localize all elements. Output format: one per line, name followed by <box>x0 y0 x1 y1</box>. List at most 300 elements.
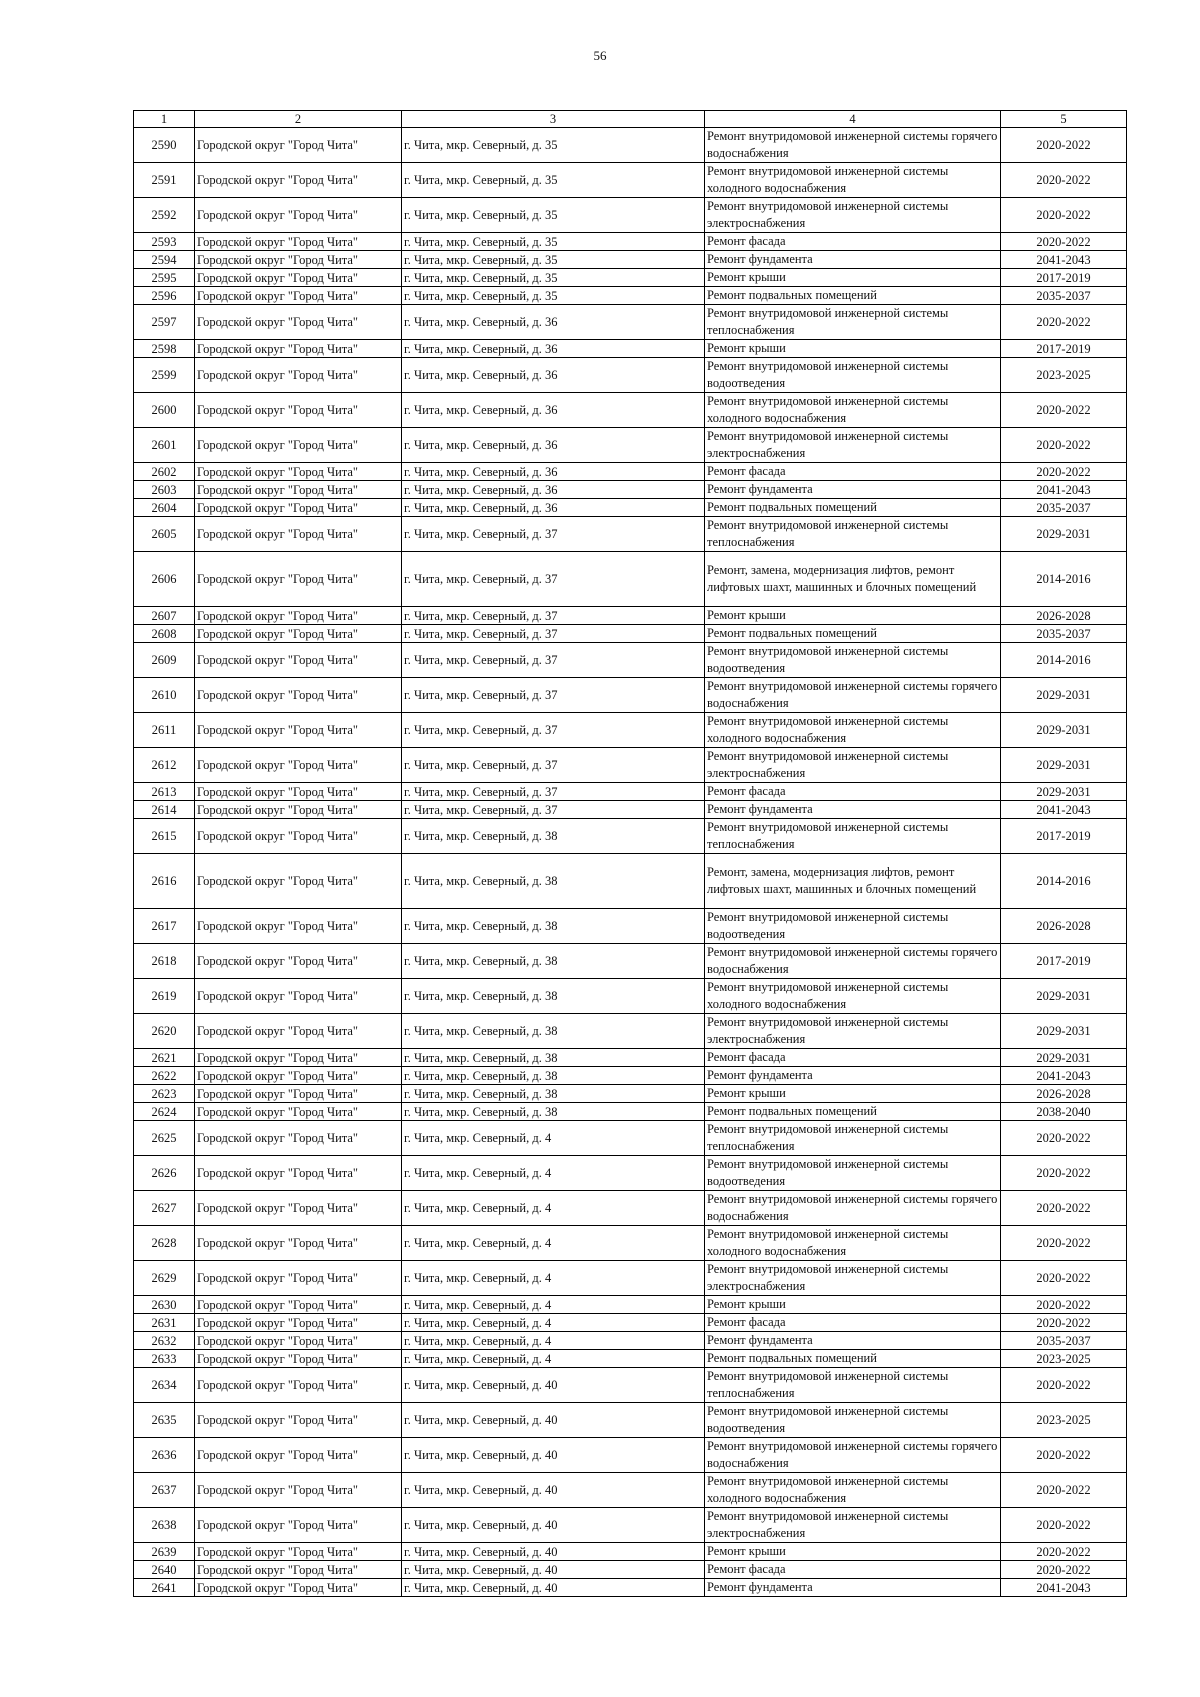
address-cell: г. Чита, мкр. Северный, д. 38 <box>402 1067 705 1085</box>
row-number-cell: 2637 <box>134 1473 195 1508</box>
address-cell: г. Чита, мкр. Северный, д. 35 <box>402 163 705 198</box>
row-number-cell: 2608 <box>134 625 195 643</box>
municipality-cell: Городской округ "Город Чита" <box>195 625 402 643</box>
address-cell: г. Чита, мкр. Северный, д. 40 <box>402 1561 705 1579</box>
work-type-cell: Ремонт фундамента <box>705 801 1001 819</box>
address-cell: г. Чита, мкр. Северный, д. 40 <box>402 1368 705 1403</box>
row-number-cell: 2602 <box>134 463 195 481</box>
address-cell: г. Чита, мкр. Северный, д. 4 <box>402 1332 705 1350</box>
address-cell: г. Чита, мкр. Северный, д. 37 <box>402 801 705 819</box>
municipality-cell: Городской округ "Город Чита" <box>195 1067 402 1085</box>
municipality-cell: Городской округ "Город Чита" <box>195 481 402 499</box>
period-cell: 2017-2019 <box>1001 944 1127 979</box>
address-cell: г. Чита, мкр. Северный, д. 36 <box>402 305 705 340</box>
period-cell: 2020-2022 <box>1001 1121 1127 1156</box>
row-number-cell: 2622 <box>134 1067 195 1085</box>
table-body <box>134 128 1127 1597</box>
work-type-cell: Ремонт внутридомовой инженерной системы холодного водоснабжения <box>705 393 1001 428</box>
row-number-cell: 2612 <box>134 748 195 783</box>
period-cell: 2020-2022 <box>1001 1296 1127 1314</box>
table-row <box>134 854 1127 909</box>
table-row <box>134 1296 1127 1314</box>
work-type-cell: Ремонт внутридомовой инженерной системы водоотведения <box>705 1403 1001 1438</box>
address-cell: г. Чита, мкр. Северный, д. 37 <box>402 748 705 783</box>
period-cell: 2020-2022 <box>1001 305 1127 340</box>
address-cell: г. Чита, мкр. Северный, д. 37 <box>402 783 705 801</box>
address-cell: г. Чита, мкр. Северный, д. 40 <box>402 1403 705 1438</box>
row-number-cell: 2600 <box>134 393 195 428</box>
row-number-cell: 2628 <box>134 1226 195 1261</box>
period-cell: 2023-2025 <box>1001 358 1127 393</box>
municipality-cell: Городской округ "Город Чита" <box>195 819 402 854</box>
table-row <box>134 1368 1127 1403</box>
address-cell: г. Чита, мкр. Северный, д. 4 <box>402 1350 705 1368</box>
municipality-cell: Городской округ "Город Чита" <box>195 1314 402 1332</box>
address-cell: г. Чита, мкр. Северный, д. 4 <box>402 1314 705 1332</box>
row-number-cell: 2617 <box>134 909 195 944</box>
table-row <box>134 607 1127 625</box>
municipality-cell: Городской округ "Город Чита" <box>195 393 402 428</box>
municipality-cell: Городской округ "Город Чита" <box>195 1350 402 1368</box>
repair-schedule-table <box>133 110 1127 1597</box>
address-cell: г. Чита, мкр. Северный, д. 4 <box>402 1226 705 1261</box>
municipality-cell: Городской округ "Город Чита" <box>195 340 402 358</box>
municipality-cell: Городской округ "Город Чита" <box>195 801 402 819</box>
period-cell: 2020-2022 <box>1001 1156 1127 1191</box>
municipality-cell: Городской округ "Город Чита" <box>195 1121 402 1156</box>
address-cell: г. Чита, мкр. Северный, д. 4 <box>402 1261 705 1296</box>
table-row <box>134 1121 1127 1156</box>
period-cell: 2014-2016 <box>1001 552 1127 607</box>
period-cell: 2020-2022 <box>1001 1438 1127 1473</box>
row-number-cell: 2611 <box>134 713 195 748</box>
table-row <box>134 1226 1127 1261</box>
municipality-cell: Городской округ "Город Чита" <box>195 643 402 678</box>
period-cell: 2029-2031 <box>1001 783 1127 801</box>
address-cell: г. Чита, мкр. Северный, д. 38 <box>402 1049 705 1067</box>
municipality-cell: Городской округ "Город Чита" <box>195 428 402 463</box>
period-cell: 2035-2037 <box>1001 287 1127 305</box>
row-number-cell: 2603 <box>134 481 195 499</box>
municipality-cell: Городской округ "Город Чита" <box>195 251 402 269</box>
table-row <box>134 287 1127 305</box>
municipality-cell: Городской округ "Город Чита" <box>195 1368 402 1403</box>
row-number-cell: 2619 <box>134 979 195 1014</box>
municipality-cell: Городской округ "Город Чита" <box>195 1508 402 1543</box>
address-cell: г. Чита, мкр. Северный, д. 40 <box>402 1543 705 1561</box>
work-type-cell: Ремонт внутридомовой инженерной системы водоотведения <box>705 358 1001 393</box>
work-type-cell: Ремонт внутридомовой инженерной системы электроснабжения <box>705 1508 1001 1543</box>
row-number-cell: 2604 <box>134 499 195 517</box>
period-cell: 2020-2022 <box>1001 128 1127 163</box>
period-cell: 2035-2037 <box>1001 499 1127 517</box>
table-row <box>134 1473 1127 1508</box>
work-type-cell: Ремонт крыши <box>705 1085 1001 1103</box>
row-number-cell: 2623 <box>134 1085 195 1103</box>
work-type-cell: Ремонт внутридомовой инженерной системы электроснабжения <box>705 1261 1001 1296</box>
row-number-cell: 2597 <box>134 305 195 340</box>
row-number-cell: 2627 <box>134 1191 195 1226</box>
work-type-cell: Ремонт фундамента <box>705 1067 1001 1085</box>
row-number-cell: 2615 <box>134 819 195 854</box>
row-number-cell: 2592 <box>134 198 195 233</box>
work-type-cell: Ремонт фундамента <box>705 1579 1001 1597</box>
municipality-cell: Городской округ "Город Чита" <box>195 233 402 251</box>
work-type-cell: Ремонт фасада <box>705 783 1001 801</box>
table-row <box>134 1014 1127 1049</box>
row-number-cell: 2593 <box>134 233 195 251</box>
work-type-cell: Ремонт внутридомовой инженерной системы электроснабжения <box>705 428 1001 463</box>
work-type-cell: Ремонт фасада <box>705 233 1001 251</box>
municipality-cell: Городской округ "Город Чита" <box>195 1261 402 1296</box>
table-row <box>134 1508 1127 1543</box>
work-type-cell: Ремонт фундамента <box>705 481 1001 499</box>
period-cell: 2017-2019 <box>1001 269 1127 287</box>
table-row <box>134 1350 1127 1368</box>
column-header-5: 5 <box>1001 111 1127 128</box>
table-row <box>134 625 1127 643</box>
period-cell: 2035-2037 <box>1001 1332 1127 1350</box>
period-cell: 2020-2022 <box>1001 1473 1127 1508</box>
address-cell: г. Чита, мкр. Северный, д. 37 <box>402 607 705 625</box>
work-type-cell: Ремонт внутридомовой инженерной системы теплоснабжения <box>705 1121 1001 1156</box>
work-type-cell: Ремонт внутридомовой инженерной системы электроснабжения <box>705 1014 1001 1049</box>
municipality-cell: Городской округ "Город Чита" <box>195 128 402 163</box>
municipality-cell: Городской округ "Город Чита" <box>195 1085 402 1103</box>
work-type-cell: Ремонт внутридомовой инженерной системы теплоснабжения <box>705 819 1001 854</box>
work-type-cell: Ремонт внутридомовой инженерной системы холодного водоснабжения <box>705 163 1001 198</box>
period-cell: 2020-2022 <box>1001 233 1127 251</box>
municipality-cell: Городской округ "Город Чита" <box>195 748 402 783</box>
period-cell: 2014-2016 <box>1001 854 1127 909</box>
row-number-cell: 2636 <box>134 1438 195 1473</box>
period-cell: 2020-2022 <box>1001 428 1127 463</box>
municipality-cell: Городской округ "Город Чита" <box>195 713 402 748</box>
row-number-cell: 2609 <box>134 643 195 678</box>
column-header-2: 2 <box>195 111 402 128</box>
period-cell: 2029-2031 <box>1001 713 1127 748</box>
table-row <box>134 1067 1127 1085</box>
municipality-cell: Городской округ "Город Чита" <box>195 463 402 481</box>
table-row <box>134 340 1127 358</box>
period-cell: 2020-2022 <box>1001 1543 1127 1561</box>
address-cell: г. Чита, мкр. Северный, д. 36 <box>402 358 705 393</box>
work-type-cell: Ремонт крыши <box>705 607 1001 625</box>
municipality-cell: Городской округ "Город Чита" <box>195 552 402 607</box>
address-cell: г. Чита, мкр. Северный, д. 4 <box>402 1156 705 1191</box>
period-cell: 2020-2022 <box>1001 393 1127 428</box>
row-number-cell: 2613 <box>134 783 195 801</box>
table-row <box>134 1314 1127 1332</box>
work-type-cell: Ремонт крыши <box>705 340 1001 358</box>
row-number-cell: 2624 <box>134 1103 195 1121</box>
address-cell: г. Чита, мкр. Северный, д. 35 <box>402 233 705 251</box>
table-row <box>134 393 1127 428</box>
work-type-cell: Ремонт подвальных помещений <box>705 1103 1001 1121</box>
table-row <box>134 198 1127 233</box>
period-cell: 2020-2022 <box>1001 1261 1127 1296</box>
table-row <box>134 428 1127 463</box>
row-number-cell: 2621 <box>134 1049 195 1067</box>
work-type-cell: Ремонт внутридомовой инженерной системы холодного водоснабжения <box>705 979 1001 1014</box>
column-header-4: 4 <box>705 111 1001 128</box>
period-cell: 2035-2037 <box>1001 625 1127 643</box>
row-number-cell: 2606 <box>134 552 195 607</box>
table-row <box>134 1579 1127 1597</box>
work-type-cell: Ремонт внутридомовой инженерной системы горячего водоснабжения <box>705 1191 1001 1226</box>
table-row <box>134 713 1127 748</box>
row-number-cell: 2625 <box>134 1121 195 1156</box>
work-type-cell: Ремонт фасада <box>705 1314 1001 1332</box>
municipality-cell: Городской округ "Город Чита" <box>195 1014 402 1049</box>
period-cell: 2020-2022 <box>1001 1226 1127 1261</box>
row-number-cell: 2590 <box>134 128 195 163</box>
work-type-cell: Ремонт внутридомовой инженерной системы электроснабжения <box>705 748 1001 783</box>
address-cell: г. Чита, мкр. Северный, д. 37 <box>402 517 705 552</box>
column-header-3: 3 <box>402 111 705 128</box>
row-number-cell: 2618 <box>134 944 195 979</box>
address-cell: г. Чита, мкр. Северный, д. 40 <box>402 1473 705 1508</box>
table-row <box>134 358 1127 393</box>
row-number-cell: 2620 <box>134 1014 195 1049</box>
address-cell: г. Чита, мкр. Северный, д. 36 <box>402 499 705 517</box>
period-cell: 2029-2031 <box>1001 979 1127 1014</box>
municipality-cell: Городской округ "Город Чита" <box>195 358 402 393</box>
table-row <box>134 1332 1127 1350</box>
column-header-1: 1 <box>134 111 195 128</box>
period-cell: 2020-2022 <box>1001 163 1127 198</box>
address-cell: г. Чита, мкр. Северный, д. 4 <box>402 1191 705 1226</box>
municipality-cell: Городской округ "Город Чита" <box>195 1543 402 1561</box>
row-number-cell: 2631 <box>134 1314 195 1332</box>
period-cell: 2038-2040 <box>1001 1103 1127 1121</box>
municipality-cell: Городской округ "Город Чита" <box>195 517 402 552</box>
municipality-cell: Городской округ "Город Чита" <box>195 499 402 517</box>
municipality-cell: Городской округ "Город Чита" <box>195 979 402 1014</box>
address-cell: г. Чита, мкр. Северный, д. 40 <box>402 1438 705 1473</box>
address-cell: г. Чита, мкр. Северный, д. 38 <box>402 1014 705 1049</box>
municipality-cell: Городской округ "Город Чита" <box>195 269 402 287</box>
period-cell: 2029-2031 <box>1001 517 1127 552</box>
work-type-cell: Ремонт внутридомовой инженерной системы теплоснабжения <box>705 305 1001 340</box>
address-cell: г. Чита, мкр. Северный, д. 37 <box>402 678 705 713</box>
table-row <box>134 1438 1127 1473</box>
period-cell: 2023-2025 <box>1001 1350 1127 1368</box>
table-row <box>134 678 1127 713</box>
work-type-cell: Ремонт внутридомовой инженерной системы горячего водоснабжения <box>705 128 1001 163</box>
municipality-cell: Городской округ "Город Чита" <box>195 1473 402 1508</box>
work-type-cell: Ремонт фасада <box>705 1561 1001 1579</box>
address-cell: г. Чита, мкр. Северный, д. 37 <box>402 643 705 678</box>
municipality-cell: Городской округ "Город Чита" <box>195 1156 402 1191</box>
row-number-cell: 2599 <box>134 358 195 393</box>
table-row <box>134 128 1127 163</box>
row-number-cell: 2629 <box>134 1261 195 1296</box>
municipality-cell: Городской округ "Город Чита" <box>195 1103 402 1121</box>
period-cell: 2041-2043 <box>1001 1067 1127 1085</box>
period-cell: 2020-2022 <box>1001 1561 1127 1579</box>
period-cell: 2026-2028 <box>1001 909 1127 944</box>
address-cell: г. Чита, мкр. Северный, д. 35 <box>402 128 705 163</box>
period-cell: 2041-2043 <box>1001 481 1127 499</box>
table-row <box>134 1103 1127 1121</box>
address-cell: г. Чита, мкр. Северный, д. 38 <box>402 854 705 909</box>
table-row <box>134 163 1127 198</box>
period-cell: 2029-2031 <box>1001 1049 1127 1067</box>
table-row <box>134 1085 1127 1103</box>
period-cell: 2020-2022 <box>1001 198 1127 233</box>
address-cell: г. Чита, мкр. Северный, д. 38 <box>402 819 705 854</box>
address-cell: г. Чита, мкр. Северный, д. 38 <box>402 909 705 944</box>
address-cell: г. Чита, мкр. Северный, д. 35 <box>402 287 705 305</box>
address-cell: г. Чита, мкр. Северный, д. 36 <box>402 428 705 463</box>
municipality-cell: Городской округ "Город Чита" <box>195 1296 402 1314</box>
row-number-cell: 2632 <box>134 1332 195 1350</box>
row-number-cell: 2641 <box>134 1579 195 1597</box>
period-cell: 2020-2022 <box>1001 1368 1127 1403</box>
row-number-cell: 2634 <box>134 1368 195 1403</box>
table-row <box>134 944 1127 979</box>
address-cell: г. Чита, мкр. Северный, д. 38 <box>402 1085 705 1103</box>
municipality-cell: Городской округ "Город Чита" <box>195 1561 402 1579</box>
period-cell: 2029-2031 <box>1001 678 1127 713</box>
address-cell: г. Чита, мкр. Северный, д. 37 <box>402 552 705 607</box>
work-type-cell: Ремонт внутридомовой инженерной системы водоотведения <box>705 1156 1001 1191</box>
municipality-cell: Городской округ "Город Чита" <box>195 1049 402 1067</box>
municipality-cell: Городской округ "Город Чита" <box>195 607 402 625</box>
row-number-cell: 2605 <box>134 517 195 552</box>
work-type-cell: Ремонт внутридомовой инженерной системы холодного водоснабжения <box>705 1473 1001 1508</box>
period-cell: 2029-2031 <box>1001 748 1127 783</box>
work-type-cell: Ремонт подвальных помещений <box>705 1350 1001 1368</box>
table-row <box>134 517 1127 552</box>
row-number-cell: 2595 <box>134 269 195 287</box>
address-cell: г. Чита, мкр. Северный, д. 40 <box>402 1579 705 1597</box>
municipality-cell: Городской округ "Город Чита" <box>195 287 402 305</box>
municipality-cell: Городской округ "Город Чита" <box>195 783 402 801</box>
work-type-cell: Ремонт фундамента <box>705 251 1001 269</box>
table-row <box>134 1561 1127 1579</box>
work-type-cell: Ремонт крыши <box>705 1296 1001 1314</box>
period-cell: 2017-2019 <box>1001 819 1127 854</box>
row-number-cell: 2626 <box>134 1156 195 1191</box>
row-number-cell: 2594 <box>134 251 195 269</box>
row-number-cell: 2601 <box>134 428 195 463</box>
address-cell: г. Чита, мкр. Северный, д. 38 <box>402 944 705 979</box>
table-row <box>134 748 1127 783</box>
row-number-cell: 2635 <box>134 1403 195 1438</box>
row-number-cell: 2591 <box>134 163 195 198</box>
period-cell: 2041-2043 <box>1001 1579 1127 1597</box>
address-cell: г. Чита, мкр. Северный, д. 38 <box>402 979 705 1014</box>
period-cell: 2041-2043 <box>1001 251 1127 269</box>
work-type-cell: Ремонт фасада <box>705 463 1001 481</box>
period-cell: 2020-2022 <box>1001 1191 1127 1226</box>
work-type-cell: Ремонт внутридомовой инженерной системы водоотведения <box>705 909 1001 944</box>
table-row <box>134 1543 1127 1561</box>
table-row <box>134 251 1127 269</box>
municipality-cell: Городской округ "Город Чита" <box>195 1226 402 1261</box>
table-row <box>134 979 1127 1014</box>
row-number-cell: 2630 <box>134 1296 195 1314</box>
table-row <box>134 269 1127 287</box>
work-type-cell: Ремонт внутридомовой инженерной системы теплоснабжения <box>705 517 1001 552</box>
period-cell: 2017-2019 <box>1001 340 1127 358</box>
address-cell: г. Чита, мкр. Северный, д. 35 <box>402 251 705 269</box>
row-number-cell: 2598 <box>134 340 195 358</box>
table-row <box>134 463 1127 481</box>
table-row <box>134 1403 1127 1438</box>
address-cell: г. Чита, мкр. Северный, д. 36 <box>402 393 705 428</box>
municipality-cell: Городской округ "Город Чита" <box>195 1191 402 1226</box>
municipality-cell: Городской округ "Город Чита" <box>195 909 402 944</box>
period-cell: 2020-2022 <box>1001 1314 1127 1332</box>
work-type-cell: Ремонт фасада <box>705 1049 1001 1067</box>
address-cell: г. Чита, мкр. Северный, д. 36 <box>402 481 705 499</box>
address-cell: г. Чита, мкр. Северный, д. 36 <box>402 340 705 358</box>
work-type-cell: Ремонт крыши <box>705 1543 1001 1561</box>
work-type-cell: Ремонт внутридомовой инженерной системы холодного водоснабжения <box>705 1226 1001 1261</box>
table-row <box>134 909 1127 944</box>
address-cell: г. Чита, мкр. Северный, д. 35 <box>402 269 705 287</box>
work-type-cell: Ремонт внутридомовой инженерной системы электроснабжения <box>705 198 1001 233</box>
work-type-cell: Ремонт, замена, модернизация лифтов, ремонт лифтовых шахт, машинных и блочных помещений <box>705 854 1001 909</box>
address-cell: г. Чита, мкр. Северный, д. 40 <box>402 1508 705 1543</box>
row-number-cell: 2616 <box>134 854 195 909</box>
address-cell: г. Чита, мкр. Северный, д. 35 <box>402 198 705 233</box>
period-cell: 2026-2028 <box>1001 607 1127 625</box>
address-cell: г. Чита, мкр. Северный, д. 36 <box>402 463 705 481</box>
table-row <box>134 1156 1127 1191</box>
table-header-row <box>134 111 1127 128</box>
row-number-cell: 2638 <box>134 1508 195 1543</box>
table-row <box>134 233 1127 251</box>
table-row <box>134 1261 1127 1296</box>
row-number-cell: 2633 <box>134 1350 195 1368</box>
row-number-cell: 2610 <box>134 678 195 713</box>
table-row <box>134 819 1127 854</box>
work-type-cell: Ремонт крыши <box>705 269 1001 287</box>
row-number-cell: 2640 <box>134 1561 195 1579</box>
table-row <box>134 305 1127 340</box>
municipality-cell: Городской округ "Город Чита" <box>195 1438 402 1473</box>
table-row <box>134 481 1127 499</box>
table-row <box>134 1049 1127 1067</box>
work-type-cell: Ремонт внутридомовой инженерной системы холодного водоснабжения <box>705 713 1001 748</box>
row-number-cell: 2607 <box>134 607 195 625</box>
period-cell: 2029-2031 <box>1001 1014 1127 1049</box>
row-number-cell: 2596 <box>134 287 195 305</box>
address-cell: г. Чита, мкр. Северный, д. 38 <box>402 1103 705 1121</box>
period-cell: 2020-2022 <box>1001 463 1127 481</box>
period-cell: 2026-2028 <box>1001 1085 1127 1103</box>
table-row <box>134 499 1127 517</box>
municipality-cell: Городской округ "Город Чита" <box>195 198 402 233</box>
period-cell: 2014-2016 <box>1001 643 1127 678</box>
municipality-cell: Городской округ "Город Чита" <box>195 854 402 909</box>
work-type-cell: Ремонт внутридомовой инженерной системы горячего водоснабжения <box>705 1438 1001 1473</box>
municipality-cell: Городской округ "Город Чита" <box>195 1579 402 1597</box>
work-type-cell: Ремонт подвальных помещений <box>705 499 1001 517</box>
municipality-cell: Городской округ "Город Чита" <box>195 305 402 340</box>
address-cell: г. Чита, мкр. Северный, д. 4 <box>402 1296 705 1314</box>
municipality-cell: Городской округ "Город Чита" <box>195 1403 402 1438</box>
municipality-cell: Городской округ "Город Чита" <box>195 1332 402 1350</box>
table-row <box>134 1191 1127 1226</box>
period-cell: 2020-2022 <box>1001 1508 1127 1543</box>
row-number-cell: 2639 <box>134 1543 195 1561</box>
municipality-cell: Городской округ "Город Чита" <box>195 678 402 713</box>
